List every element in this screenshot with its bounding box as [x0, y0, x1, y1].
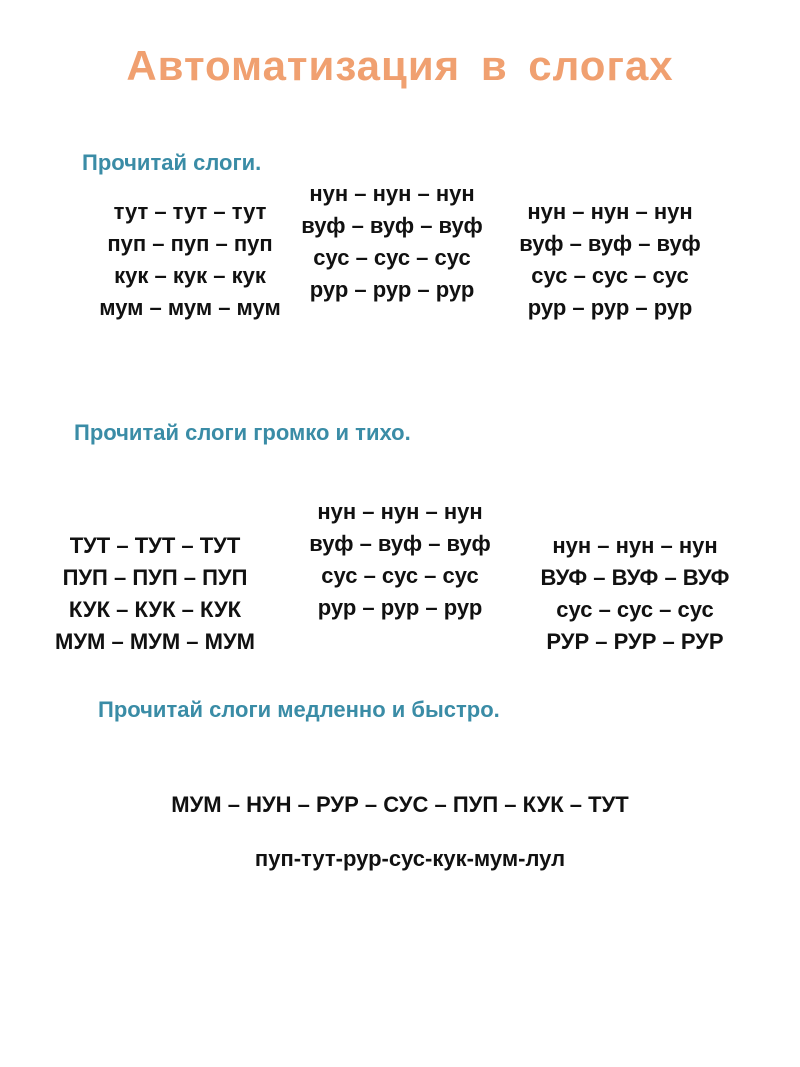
- syllable-line: вуф – вуф – вуф: [519, 231, 701, 256]
- syllable-line: сус – сус – сус: [313, 245, 471, 270]
- syllable-line: мум – мум – мум: [99, 295, 281, 320]
- syllable-line: ВУФ – ВУФ – ВУФ: [540, 565, 730, 590]
- syllable-line: ПУП – ПУП – ПУП: [62, 565, 248, 590]
- slide-title: Автоматизация в слогах: [126, 42, 674, 89]
- syllable-column-2: [292, 178, 492, 306]
- syllable-line: сус – сус – сус: [531, 263, 689, 288]
- syllable-line: вуф – вуф – вуф: [309, 531, 491, 556]
- syllable-line: нун – нун – нун: [317, 499, 483, 524]
- syllable-column-4: [55, 530, 255, 658]
- syllable-column-5: [300, 496, 500, 624]
- syllable-line: ТУТ – ТУТ – ТУТ: [69, 533, 241, 558]
- syllable-column-3: [510, 196, 710, 324]
- section-heading-slow-fast: Прочитай слоги медленно и быстро.: [98, 697, 500, 722]
- syllable-line: кук – кук – кук: [114, 263, 266, 288]
- syllable-line: КУК – КУК – КУК: [68, 597, 242, 622]
- syllable-sequence-upper: МУМ – НУН – РУР – СУС – ПУП – КУК – ТУТ: [171, 792, 629, 817]
- syllable-line: рур – рур – рур: [527, 295, 693, 320]
- syllable-line: сус – сус – сус: [556, 597, 714, 622]
- syllable-line: нун – нун – нун: [309, 181, 475, 206]
- section-heading-loud-quiet: Прочитай слоги громко и тихо.: [74, 420, 411, 445]
- syllable-line: МУМ – МУМ – МУМ: [55, 629, 255, 654]
- syllable-sequence-lower: пуп-тут-рур-сус-кук-мум-лул: [254, 846, 566, 871]
- syllable-line: рур – рур – рур: [317, 595, 483, 620]
- syllable-line: рур – рур – рур: [309, 277, 475, 302]
- section-heading-read: Прочитай слоги.: [82, 150, 262, 175]
- syllable-line: РУР – РУР – РУР: [546, 629, 724, 654]
- syllable-line: нун – нун – нун: [552, 533, 718, 558]
- syllable-line: нун – нун – нун: [527, 199, 693, 224]
- syllable-line: вуф – вуф – вуф: [301, 213, 483, 238]
- syllable-column-1: [90, 196, 290, 324]
- syllable-line: сус – сус – сус: [321, 563, 479, 588]
- syllable-line: тут – тут – тут: [113, 199, 267, 224]
- syllable-column-6: [520, 530, 750, 658]
- syllable-line: пуп – пуп – пуп: [107, 231, 273, 256]
